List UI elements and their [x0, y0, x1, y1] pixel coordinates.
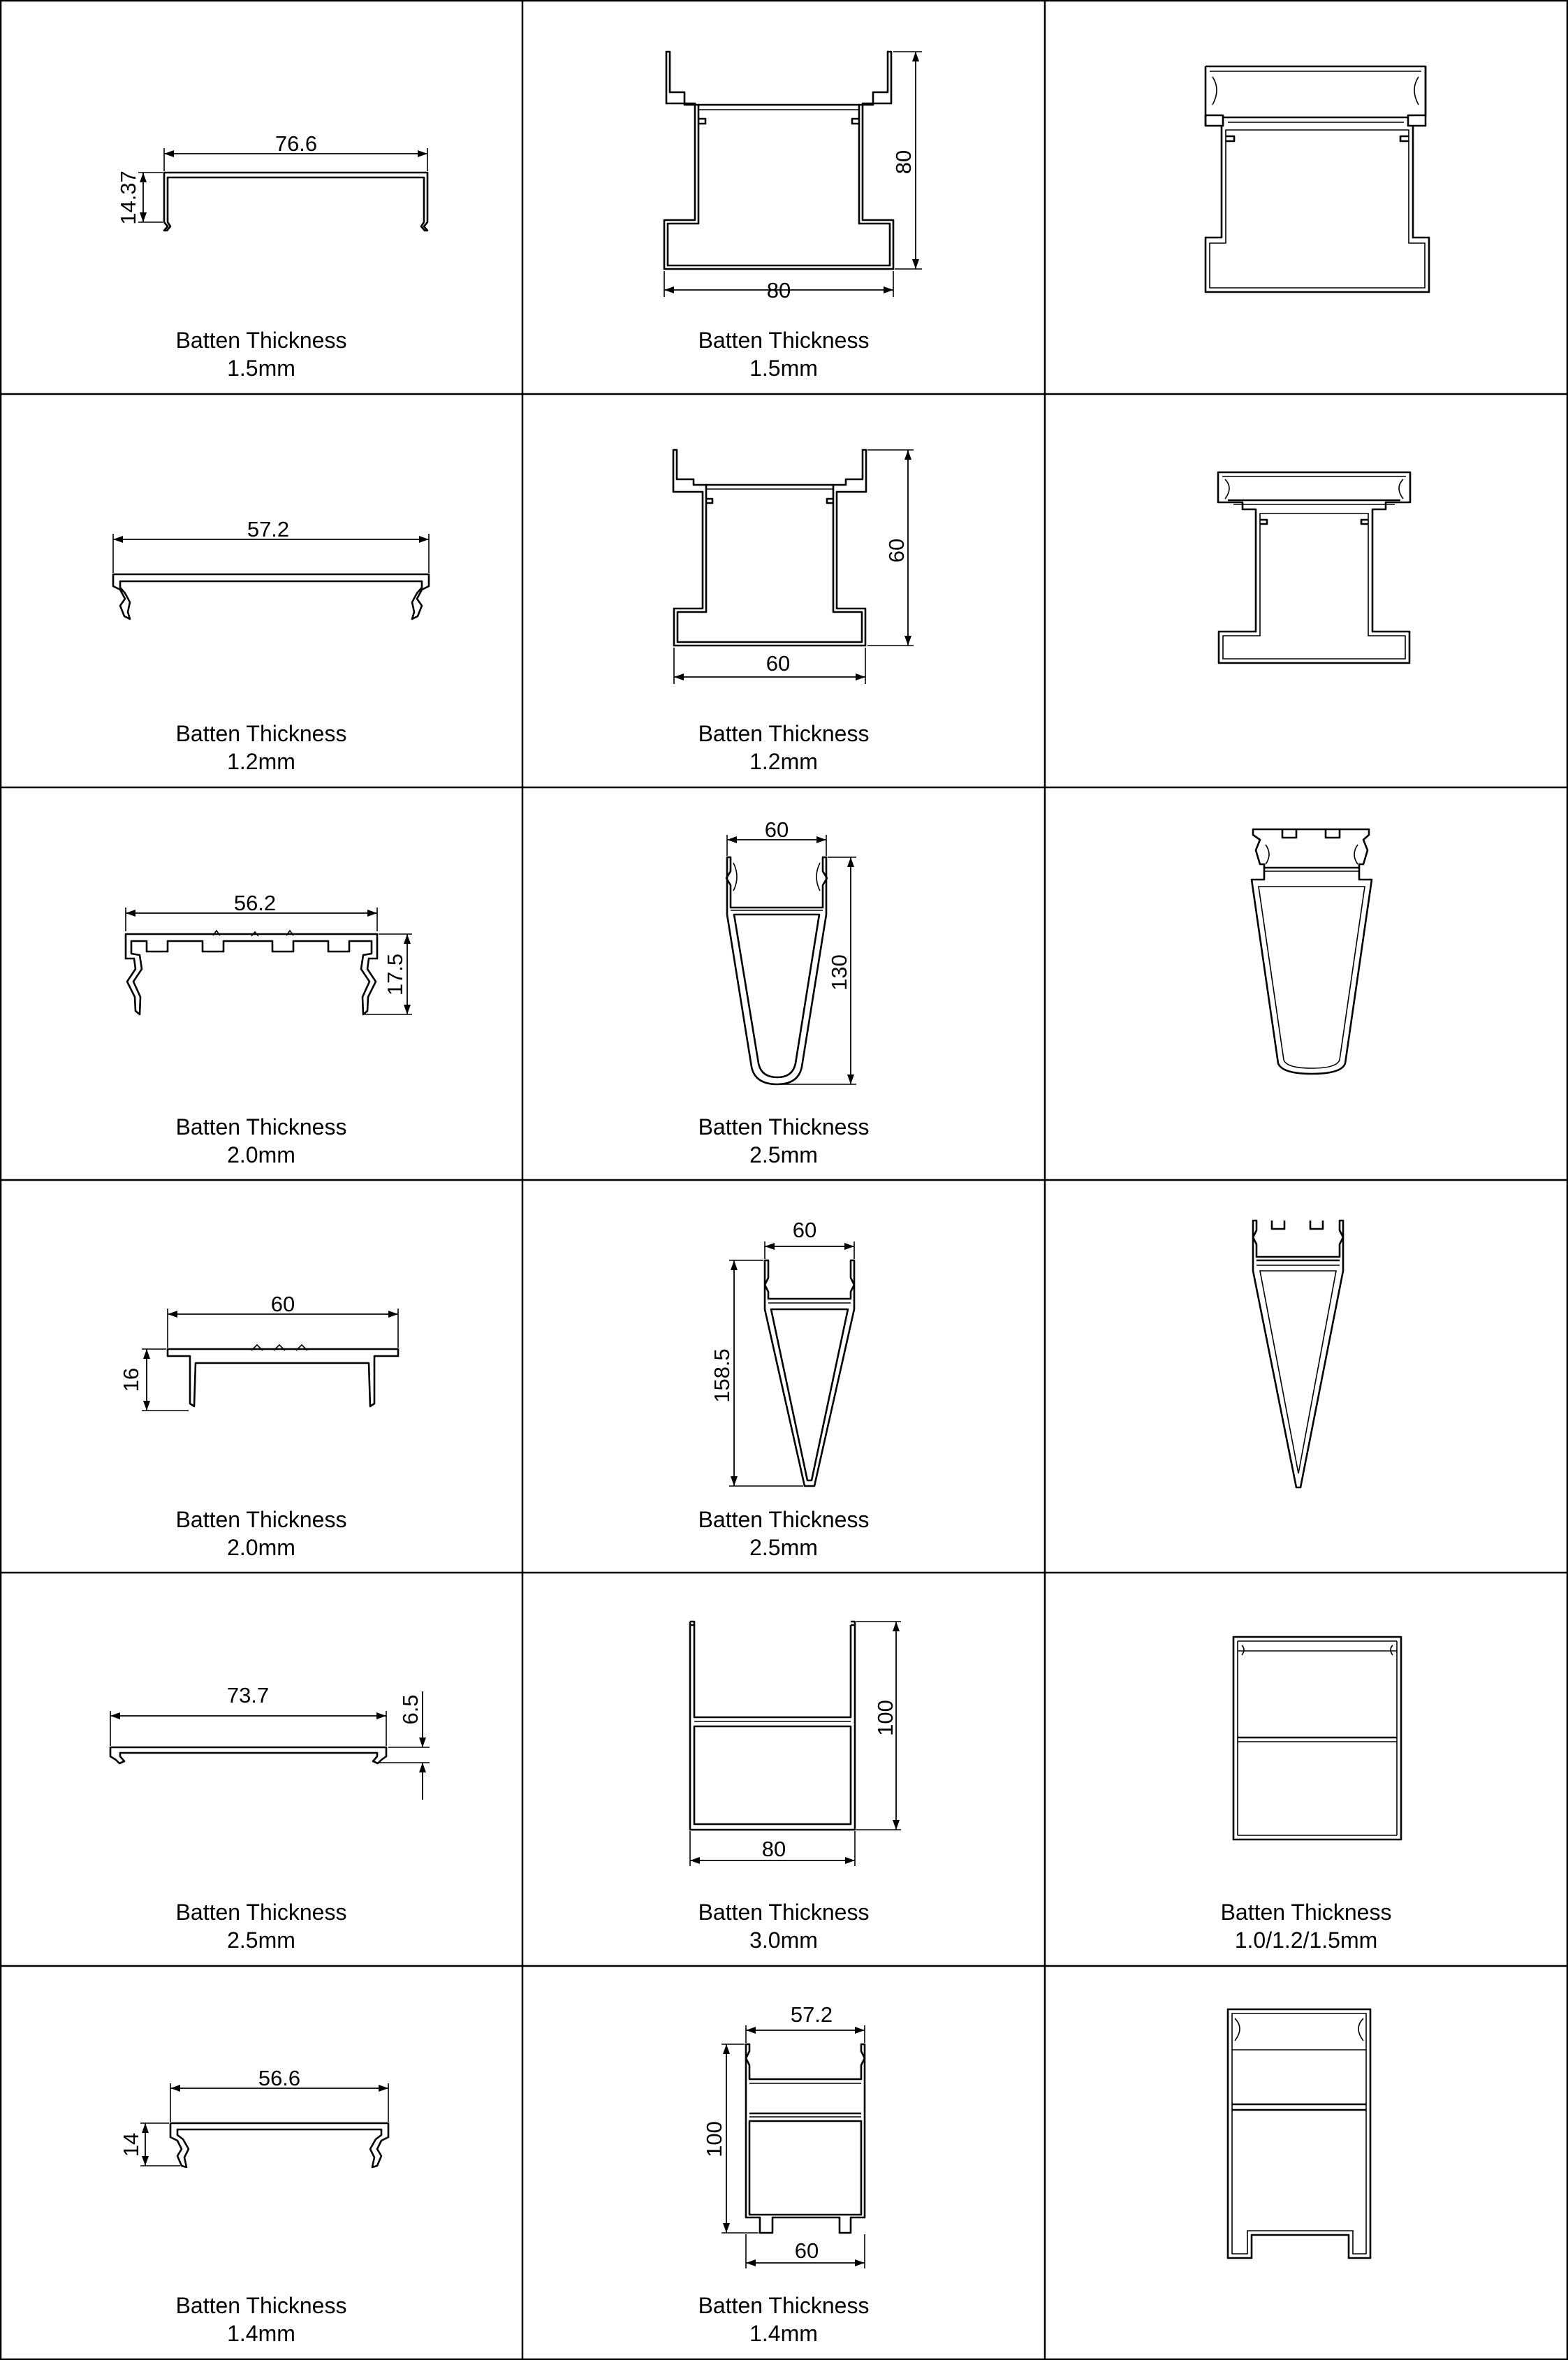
dimension-label: 57.2 — [790, 2002, 833, 2027]
cell-r5c2 — [522, 1573, 1045, 1966]
caption-title: Batten Thickness — [698, 1507, 870, 1532]
caption-title: Batten Thickness — [698, 1114, 870, 1139]
dimension-label: 76.6 — [274, 131, 318, 156]
cell-r3c3 — [1045, 787, 1567, 1180]
caption-value: 2.5mm — [749, 1142, 818, 1167]
cell-r3c2 — [522, 787, 1045, 1180]
profile-drawing — [1045, 394, 1567, 787]
caption-title: Batten Thickness — [1220, 1900, 1392, 1925]
cell-r5c3 — [1045, 1573, 1567, 1966]
caption-value: 2.5mm — [227, 1928, 295, 1953]
dimension-label: 14 — [119, 2132, 143, 2157]
caption-title: Batten Thickness — [175, 2293, 347, 2318]
dimension-label: 60 — [270, 1292, 295, 1316]
dimension-label: 73.7 — [226, 1683, 270, 1707]
dimension-label: 100 — [873, 1700, 897, 1736]
caption-title: Batten Thickness — [698, 1900, 870, 1925]
caption — [522, 2292, 1045, 2347]
profile-drawing — [1045, 1966, 1567, 2359]
caption — [522, 720, 1045, 775]
caption-value: 1.4mm — [749, 2321, 818, 2346]
cell-r2c1 — [0, 394, 522, 787]
dimension-label: 14.37 — [116, 170, 140, 225]
caption-value: 1.2mm — [749, 749, 818, 774]
caption — [522, 326, 1045, 382]
caption — [522, 1506, 1045, 1561]
caption-value: 1.4mm — [227, 2321, 295, 2346]
dimension-label: 6.5 — [398, 1694, 423, 1725]
caption-title: Batten Thickness — [175, 1114, 347, 1139]
cell-r1c2 — [522, 0, 1045, 394]
caption-value: 1.5mm — [227, 356, 295, 381]
profile-drawing — [1045, 787, 1567, 1180]
caption-value: 2.0mm — [227, 1142, 295, 1167]
cell-r6c2 — [522, 1966, 1045, 2359]
caption — [0, 326, 522, 382]
dimension-label: 60 — [794, 2238, 819, 2263]
caption-title: Batten Thickness — [175, 1507, 347, 1532]
caption — [522, 1898, 1045, 1954]
caption-value: 1.0/1.2/1.5mm — [1234, 1928, 1378, 1953]
cell-r4c3 — [1045, 1180, 1567, 1573]
dimension-label: 60 — [764, 817, 789, 842]
caption — [1045, 1898, 1567, 1954]
caption-title: Batten Thickness — [175, 1900, 347, 1925]
cell-r4c1 — [0, 1180, 522, 1573]
caption — [0, 1898, 522, 1954]
caption-value: 2.5mm — [749, 1535, 818, 1560]
caption-value: 3.0mm — [749, 1928, 818, 1953]
dimension-label: 60 — [765, 651, 791, 676]
caption-value: 1.5mm — [749, 356, 818, 381]
caption-value: 1.2mm — [227, 749, 295, 774]
dimension-label: 60 — [792, 1218, 817, 1242]
caption — [0, 2292, 522, 2347]
cell-r1c1 — [0, 0, 522, 394]
dimension-label: 56.6 — [258, 2066, 301, 2090]
caption — [0, 1506, 522, 1561]
dimension-label: 100 — [702, 2121, 726, 2157]
caption — [0, 720, 522, 775]
caption-value: 2.0mm — [227, 1535, 295, 1560]
dimension-label: 57.2 — [247, 517, 290, 541]
caption-title: Batten Thickness — [175, 328, 347, 353]
dimension-label: 158.5 — [710, 1348, 734, 1403]
cell-r4c2 — [522, 1180, 1045, 1573]
caption — [522, 1113, 1045, 1169]
dimension-label: 130 — [827, 954, 851, 991]
caption-title: Batten Thickness — [175, 721, 347, 746]
profile-drawing — [1045, 1180, 1567, 1573]
dimension-label: 16 — [119, 1367, 143, 1392]
cell-r5c1 — [0, 1573, 522, 1966]
dimension-label: 80 — [761, 1837, 786, 1861]
cell-r6c3 — [1045, 1966, 1567, 2359]
caption — [0, 1113, 522, 1169]
dimension-label: 80 — [891, 150, 916, 175]
dimension-label: 80 — [766, 278, 791, 303]
cell-r6c1 — [0, 1966, 522, 2359]
caption-title: Batten Thickness — [698, 721, 870, 746]
caption-title: Batten Thickness — [698, 328, 870, 353]
profile-drawing — [1045, 0, 1567, 394]
cell-r2c3 — [1045, 394, 1567, 787]
cell-r3c1 — [0, 787, 522, 1180]
dimension-label: 17.5 — [383, 953, 407, 996]
dimension-label: 56.2 — [233, 891, 277, 915]
cell-r1c3 — [1045, 0, 1567, 394]
caption-title: Batten Thickness — [698, 2293, 870, 2318]
cell-r2c2 — [522, 394, 1045, 787]
dimension-label: 60 — [884, 538, 909, 563]
